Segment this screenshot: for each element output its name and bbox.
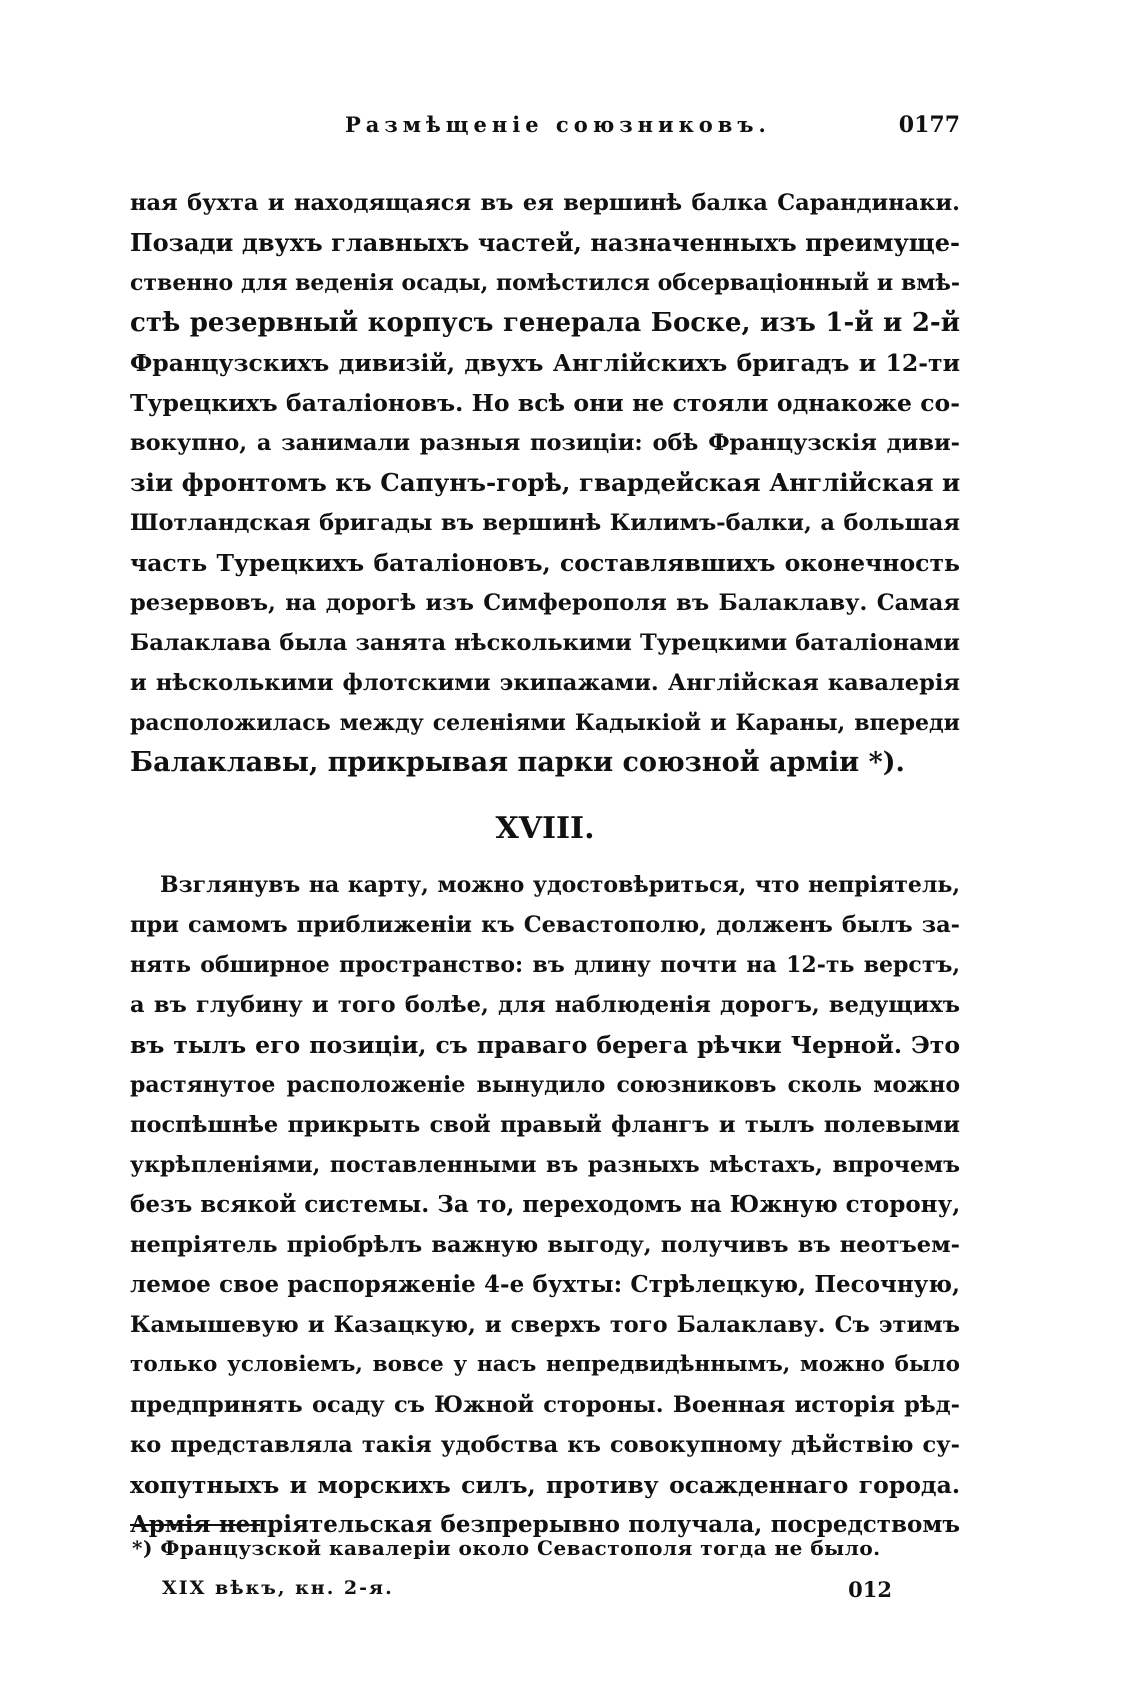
text-line: Французскихъ дивизій, двухъ Англійскихъ бригадъ и 12-ти — [130, 349, 960, 377]
text-line: Камышевую и Казацкую, и сверхъ того Балаклаву. Съ этимъ — [130, 1312, 960, 1338]
page-header — [130, 112, 960, 148]
text-line: при самомъ приближеніи къ Севастополю, долженъ былъ за- — [130, 912, 960, 938]
text-line: хопутныхъ и морскихъ силъ, противу осажденнаго города. — [130, 1471, 960, 1499]
text-line: ственно для веденія осады, помѣстился обсерваціонный и вмѣ- — [130, 270, 960, 296]
paragraph-1 — [130, 183, 960, 783]
text-line: ко представляла такія удобства къ совокупному дѣйствію су- — [130, 1432, 960, 1458]
text-line: поспѣшнѣе прикрыть свой правый флангъ и тылъ полевыми — [130, 1112, 960, 1138]
text-line: Турецкихъ баталіоновъ. Но всѣ они не стояли однакоже со- — [130, 389, 960, 417]
text-line: Балаклавы, прикрывая парки союзной арміи *). — [130, 747, 905, 778]
text-line: Шотландская бригады въ вершинѣ Килимъ-балки, а большая — [130, 510, 960, 536]
text-line: въ тылъ его позиціи, съ праваго берега рѣчки Черной. Это — [130, 1031, 960, 1059]
text-line: Взглянувъ на карту, можно удостовѣриться, что непріятель, — [160, 872, 960, 898]
text-line: растянутое расположеніе вынудило союзниковъ сколь можно — [130, 1072, 960, 1098]
text-line: укрѣпленіями, поставленными въ разныхъ мѣстахъ, впрочемъ — [130, 1152, 960, 1178]
text-line: зіи фронтомъ къ Сапунъ-горѣ, гвардейская Англійская и — [130, 468, 961, 497]
footnote-rule — [130, 1524, 260, 1526]
text-line: безъ всякой системы. За то, переходомъ на Южную сторону, — [130, 1191, 961, 1218]
signature-number: 012 — [848, 1577, 892, 1602]
text-line: резервовъ, на дорогѣ изъ Симферополя въ Балаклаву. Самая — [130, 590, 960, 616]
running-title: Размѣщеніе союзниковъ. — [345, 112, 771, 137]
text-line: Армія непріятельская безпрерывно получала, посредствомъ — [130, 1511, 960, 1538]
footnote: *) Французской кавалеріи около Севастополя тогда не было. — [132, 1536, 881, 1560]
page-body — [130, 183, 960, 1545]
text-line: вокупно, а занимали разныя позиціи: обѣ Французскія диви- — [130, 430, 960, 456]
text-line: а въ глубину и того болѣе, для наблюденія дорогъ, ведущихъ — [130, 992, 960, 1018]
section-number: XVIII. — [495, 811, 595, 846]
text-line: стѣ резервный корпусъ генерала Боске, изъ 1-й и 2-й — [130, 308, 960, 338]
paragraph-2 — [130, 865, 960, 1545]
text-line: непріятель пріобрѣлъ важную выгоду, получивъ въ неотъем- — [130, 1232, 960, 1258]
printer-signature — [162, 1577, 892, 1607]
text-line: только условіемъ, вовсе у насъ непредвидѣннымъ, можно было — [130, 1352, 960, 1377]
text-line: предпринять осаду съ Южной стороны. Военная исторія рѣд- — [130, 1392, 960, 1418]
signature-mark: XIX вѣкъ, кн. 2-я. — [162, 1577, 394, 1599]
text-line: Позади двухъ главныхъ частей, назначенныхъ преимуще- — [130, 228, 960, 257]
text-line: лемое свое распоряженіе 4-е бухты: Стрѣлецкую, Песочную, — [130, 1271, 960, 1298]
text-line: и нѣсколькими флотскими экипажами. Англійская кавалерія — [130, 670, 960, 696]
text-line: расположилась между селеніями Кадыкіой и Караны, впереди — [130, 710, 960, 736]
text-line: нять обширное пространство: въ длину почти на 12-ть верстъ, — [130, 952, 960, 978]
text-line: ная бухта и находящаяся въ ея вершинѣ балка Сарандинаки. — [130, 190, 960, 216]
text-line: Балаклава была занята нѣсколькими Турецкими баталіонами — [130, 630, 960, 656]
text-line: часть Турецкихъ баталіоновъ, составлявшихъ оконечность — [130, 549, 960, 577]
page-number: 0177 — [898, 112, 960, 138]
